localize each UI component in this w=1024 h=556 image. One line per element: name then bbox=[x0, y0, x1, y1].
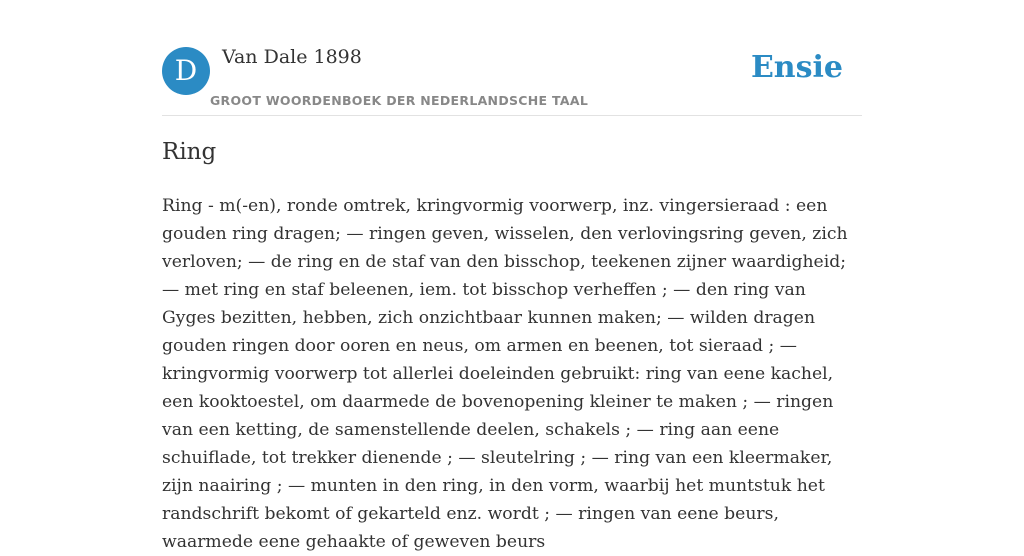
brand-logo-link[interactable]: Ensie bbox=[750, 50, 843, 85]
entry-headword: Ring bbox=[162, 139, 217, 165]
source-subtitle: GROOT WOORDENBOEK DER NEDERLANDSCHE TAAL bbox=[210, 93, 589, 108]
source-title-link[interactable]: Van Dale 1898 bbox=[222, 46, 362, 68]
source-header bbox=[162, 0, 862, 116]
source-avatar-icon[interactable]: D bbox=[162, 47, 210, 95]
entry-definition: Ring - m(-en), ronde omtrek, kringvormig voorwerp, inz. vingersieraad : een gouden ring dragen; — ringen geven, wisselen, den verlovingsring geven, zich verloven; — de ring en de staf van den bisschop, teekenen zijner waardigheid; — met ring en staf beleenen, iem. tot bisschop verheffen ; — den ring van Gyges bezitten, hebben, zich onzichtbaar kunnen maken; — wilden dragen gouden ringen door ooren en neus, om armen en beenen, tot sieraad ; — kringvormig voorwerp tot allerlei doeleinden gebruikt: ring van eene kachel, een kooktoestel, om daarmede de bovenopening kleiner te maken ; — ringen van een ketting, de samenstellende deelen, schakels ; — ring aan eene schuiflade, tot trekker dienende ; — sleutelring ; — ring van een kleermaker, zijn naairing ; — munten in den ring, in den vorm, waarbij het muntstuk het randschrift bekomt of gekarteld enz. wordt ; — ringen van eene beurs, waarmede eene gehaakte of geweven beurs bbox=[162, 196, 848, 552]
